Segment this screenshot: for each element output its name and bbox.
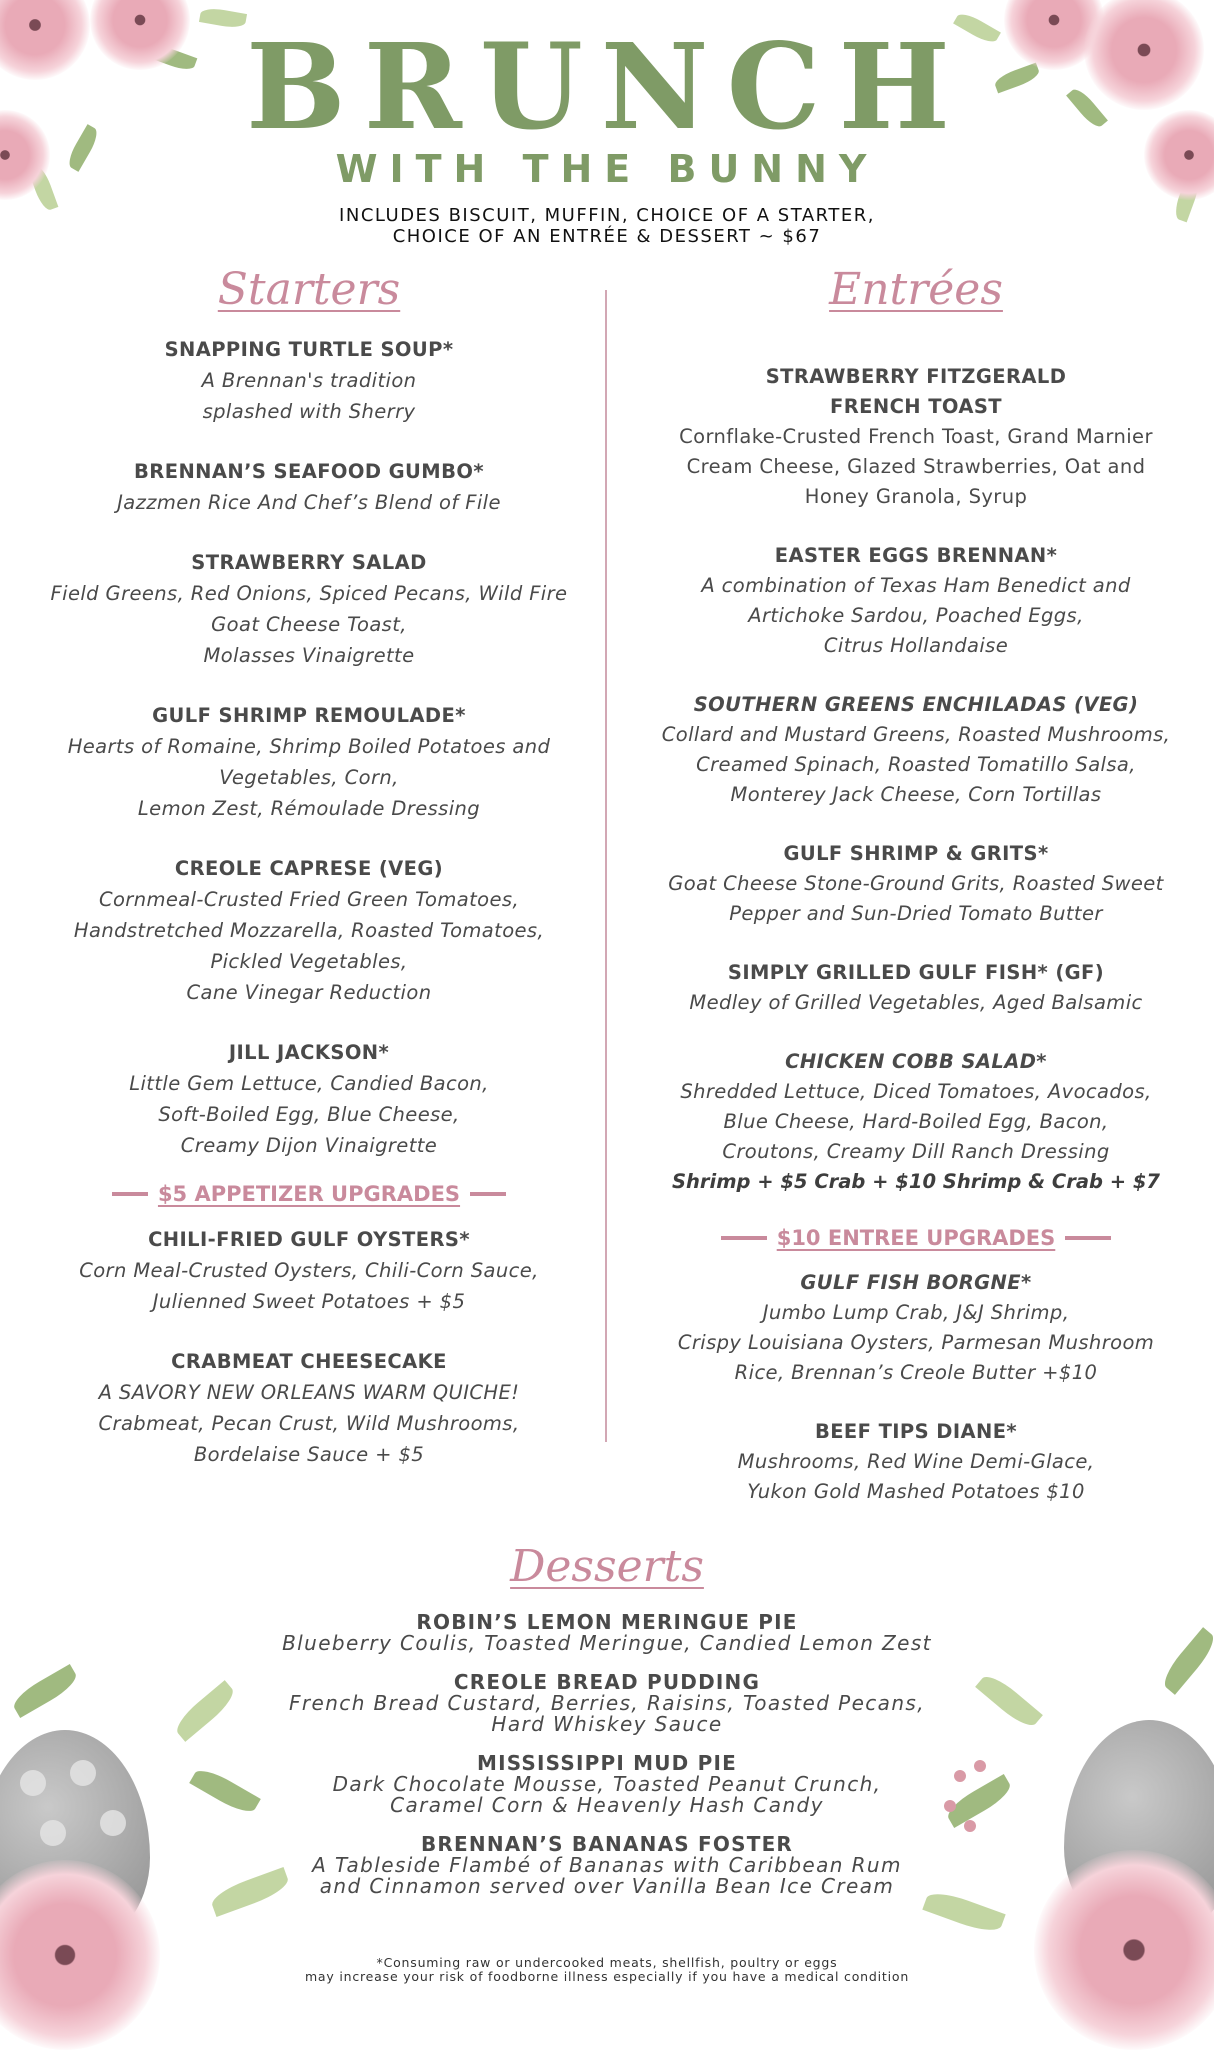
desc-line: splashed with Sherry	[202, 400, 416, 423]
item-description	[20, 1068, 598, 1161]
desc-line: Cane Vinegar Reduction	[186, 981, 432, 1004]
item-name	[628, 362, 1204, 422]
desc-line: Honey Granola, Syrup	[804, 485, 1028, 508]
menu-item	[20, 547, 598, 671]
desc-line: Blue Cheese, Hard-Boiled Egg, Bacon,	[723, 1110, 1109, 1133]
item-name: GULF SHRIMP REMOULADE*	[152, 704, 466, 727]
desc-line: Pickled Vegetables,	[210, 950, 408, 973]
menu-item	[628, 541, 1204, 661]
menu-item	[20, 1346, 598, 1470]
dessert-item	[230, 1612, 984, 1654]
desc-line: Handstretched Mozzarella, Roasted Tomatoes,	[73, 919, 545, 942]
desc-line: Vegetables, Corn,	[219, 766, 399, 789]
divider-bar	[470, 1192, 506, 1196]
desc-line: Hard Whiskey Sauce	[491, 1712, 723, 1736]
item-name: BEEF TIPS DIANE*	[814, 1420, 1018, 1443]
desc-line: Creamed Spinach, Roasted Tomatillo Salsa,	[696, 753, 1136, 776]
item-description	[230, 1633, 984, 1654]
desc-line: Little Gem Lettuce, Candied Bacon,	[129, 1072, 489, 1095]
desc-line: A Tableside Flambé of Bananas with Caribbean Rum	[312, 1853, 902, 1877]
entrees-heading: Entrées	[829, 264, 1003, 315]
desc-line: Lemon Zest, Rémoulade Dressing	[137, 797, 481, 820]
name-line: STRAWBERRY FITZGERALD	[765, 365, 1067, 388]
divider-bar	[112, 1192, 148, 1196]
name-line: SIMPLY GRILLED GULF FISH* (GF)	[727, 961, 1105, 984]
advisory-line: *Consuming raw or undercooked meats, shellfish, poultry or eggs	[376, 1955, 838, 1970]
add-on-prices: Shrimp + $5 Crab + $10 Shrimp & Crab + $7	[672, 1170, 1160, 1193]
item-description	[20, 884, 598, 1008]
desc-line: A combination of Texas Ham Benedict and	[701, 574, 1131, 597]
desc-line: French Bread Custard, Berries, Raisins, Toasted Pecans,	[289, 1691, 925, 1715]
menu-item	[628, 1417, 1204, 1507]
desc-line: Goat Cheese Stone-Ground Grits, Roasted Sweet	[668, 872, 1164, 895]
desc-line: Hearts of Romaine, Shrimp Boiled Potatoes and	[67, 735, 551, 758]
item-name: CREOLE CAPRESE (VEG)	[174, 857, 444, 880]
price-includes	[0, 205, 1214, 247]
consumer-advisory	[0, 1956, 1214, 1984]
item-name	[628, 839, 1204, 869]
item-description	[20, 1255, 598, 1317]
item-description	[230, 1855, 984, 1897]
desc-line: Collard and Mustard Greens, Roasted Mushrooms,	[661, 723, 1171, 746]
menu-item	[628, 839, 1204, 929]
desc-line: Croutons, Creamy Dill Ranch Dressing	[722, 1140, 1110, 1163]
desc-line: Shredded Lettuce, Diced Tomatoes, Avocados,	[680, 1080, 1152, 1103]
desc-line: Field Greens, Red Onions, Spiced Pecans, Wild Fire	[50, 582, 568, 605]
desc-line: Cornflake-Crusted French Toast, Grand Marnier	[679, 425, 1153, 448]
name-line: CHICKEN COBB SALAD*	[785, 1050, 1047, 1073]
item-name: GULF FISH BORGNE*	[800, 1271, 1032, 1294]
desserts-heading: Desserts	[510, 1541, 704, 1592]
column-divider	[605, 290, 607, 1442]
dessert-item	[230, 1672, 984, 1735]
item-description	[20, 731, 598, 824]
desc-line: Corn Meal-Crusted Oysters, Chili-Corn Sauce,	[79, 1259, 539, 1282]
desc-line: Molasses Vinaigrette	[203, 644, 415, 667]
name-line: SOUTHERN GREENS ENCHILADAS (VEG)	[693, 693, 1139, 716]
menu-title: BRUNCH	[246, 17, 968, 156]
advisory-line: may increase your risk of foodborne illness especially if you have a medical condition	[304, 1969, 910, 1984]
desc-line: Medley of Grilled Vegetables, Aged Balsamic	[689, 991, 1143, 1014]
menu-item	[20, 456, 598, 518]
entrees-column	[628, 362, 1204, 1536]
desc-line: Pepper and Sun-Dried Tomato Butter	[729, 902, 1103, 925]
menu-subtitle: WITH THE BUNNY	[335, 147, 879, 191]
includes-line: CHOICE OF AN ENTRÉE & DESSERT ~ $67	[392, 226, 822, 247]
desc-line: Crispy Louisiana Oysters, Parmesan Mushroom	[677, 1331, 1155, 1354]
desc-line: Mushrooms, Red Wine Demi-Glace,	[737, 1450, 1095, 1473]
desc-line: Jazzmen Rice And Chef’s Blend of File	[117, 491, 501, 514]
item-name: ROBIN’S LEMON MERINGUE PIE	[416, 1610, 798, 1634]
item-description	[628, 1447, 1204, 1507]
starters-heading: Starters	[217, 264, 401, 315]
entree-upgrades-label: $10 ENTREE UPGRADES	[776, 1226, 1056, 1250]
menu-item	[20, 1037, 598, 1161]
item-name: STRAWBERRY SALAD	[191, 551, 427, 574]
appetizer-upgrades-label: $5 APPETIZER UPGRADES	[157, 1182, 461, 1206]
menu-item	[628, 1268, 1204, 1388]
item-name: BRENNAN’S SEAFOOD GUMBO*	[134, 460, 484, 483]
desc-line: Crabmeat, Pecan Crust, Wild Mushrooms,	[98, 1412, 520, 1435]
desc-line: A Brennan's tradition	[201, 369, 417, 392]
menu-item	[628, 690, 1204, 810]
menu-item	[20, 334, 598, 427]
dessert-item	[230, 1834, 984, 1897]
appetizer-upgrades-header	[20, 1182, 598, 1206]
desc-line: Bordelaise Sauce + $5	[193, 1443, 425, 1466]
item-description	[628, 571, 1204, 661]
item-name	[628, 690, 1204, 720]
desc-line: Soft-Boiled Egg, Blue Cheese,	[158, 1103, 460, 1126]
desc-line: Julienned Sweet Potatoes + $5	[152, 1290, 466, 1313]
menu-item	[20, 1224, 598, 1317]
desc-line: Cornmeal-Crusted Fried Green Tomatoes,	[98, 888, 520, 911]
desc-line: Rice, Brennan’s Creole Butter +$10	[734, 1361, 1098, 1384]
desc-line: Caramel Corn & Heavenly Hash Candy	[390, 1793, 824, 1817]
desc-line: Artichoke Sardou, Poached Eggs,	[748, 604, 1084, 627]
desserts-list	[230, 1612, 984, 1915]
desc-line: Goat Cheese Toast,	[211, 613, 407, 636]
item-description	[628, 869, 1204, 929]
desc-line: Blueberry Coulis, Toasted Meringue, Candied Lemon Zest	[282, 1631, 932, 1655]
dessert-item	[230, 1753, 984, 1816]
item-description	[628, 1077, 1204, 1167]
item-name: SNAPPING TURTLE SOUP*	[164, 338, 454, 361]
item-description	[230, 1774, 984, 1816]
desc-line: Creamy Dijon Vinaigrette	[180, 1134, 438, 1157]
menu-item	[628, 958, 1204, 1018]
item-name: CRABMEAT CHEESECAKE	[171, 1350, 447, 1373]
entree-upgrades-header	[628, 1226, 1204, 1250]
item-description	[628, 988, 1204, 1018]
menu-item	[628, 362, 1204, 512]
menu-item	[628, 1047, 1204, 1197]
name-line: FRENCH TOAST	[830, 395, 1002, 418]
menu-item	[20, 853, 598, 1008]
item-name: JILL JACKSON*	[228, 1041, 390, 1064]
starters-column	[20, 334, 598, 1499]
item-name: BRENNAN’S BANANAS FOSTER	[420, 1832, 794, 1856]
item-description	[628, 422, 1204, 512]
item-description	[628, 1298, 1204, 1388]
item-description	[20, 1377, 598, 1470]
item-description	[20, 487, 598, 518]
name-line: GULF SHRIMP & GRITS*	[783, 842, 1049, 865]
item-name: CHILI-FRIED GULF OYSTERS*	[148, 1228, 470, 1251]
desc-line: Cream Cheese, Glazed Strawberries, Oat and	[686, 455, 1146, 478]
item-description	[230, 1693, 984, 1735]
desc-line: Citrus Hollandaise	[823, 634, 1009, 657]
item-name	[628, 1047, 1204, 1077]
desc-line: A SAVORY NEW ORLEANS WARM QUICHE!	[98, 1381, 520, 1404]
divider-bar	[721, 1236, 767, 1240]
item-name: MISSISSIPPI MUD PIE	[476, 1751, 738, 1775]
desc-line: Yukon Gold Mashed Potatoes $10	[747, 1480, 1085, 1503]
desc-line: Jumbo Lump Crab, J&J Shrimp,	[762, 1301, 1070, 1324]
item-description	[20, 578, 598, 671]
divider-bar	[1065, 1236, 1111, 1240]
name-line: EASTER EGGS BRENNAN*	[774, 544, 1058, 567]
item-name	[628, 958, 1204, 988]
item-name	[628, 541, 1204, 571]
desc-line: Monterey Jack Cheese, Corn Tortillas	[730, 783, 1102, 806]
desc-line: Dark Chocolate Mousse, Toasted Peanut Crunch,	[332, 1772, 882, 1796]
desc-line: and Cinnamon served over Vanilla Bean Ice Cream	[319, 1874, 895, 1898]
menu-item	[20, 700, 598, 824]
item-name: CREOLE BREAD PUDDING	[453, 1670, 761, 1694]
includes-line: INCLUDES BISCUIT, MUFFIN, CHOICE OF A STARTER,	[339, 205, 875, 226]
item-description	[20, 365, 598, 427]
item-description	[628, 720, 1204, 810]
